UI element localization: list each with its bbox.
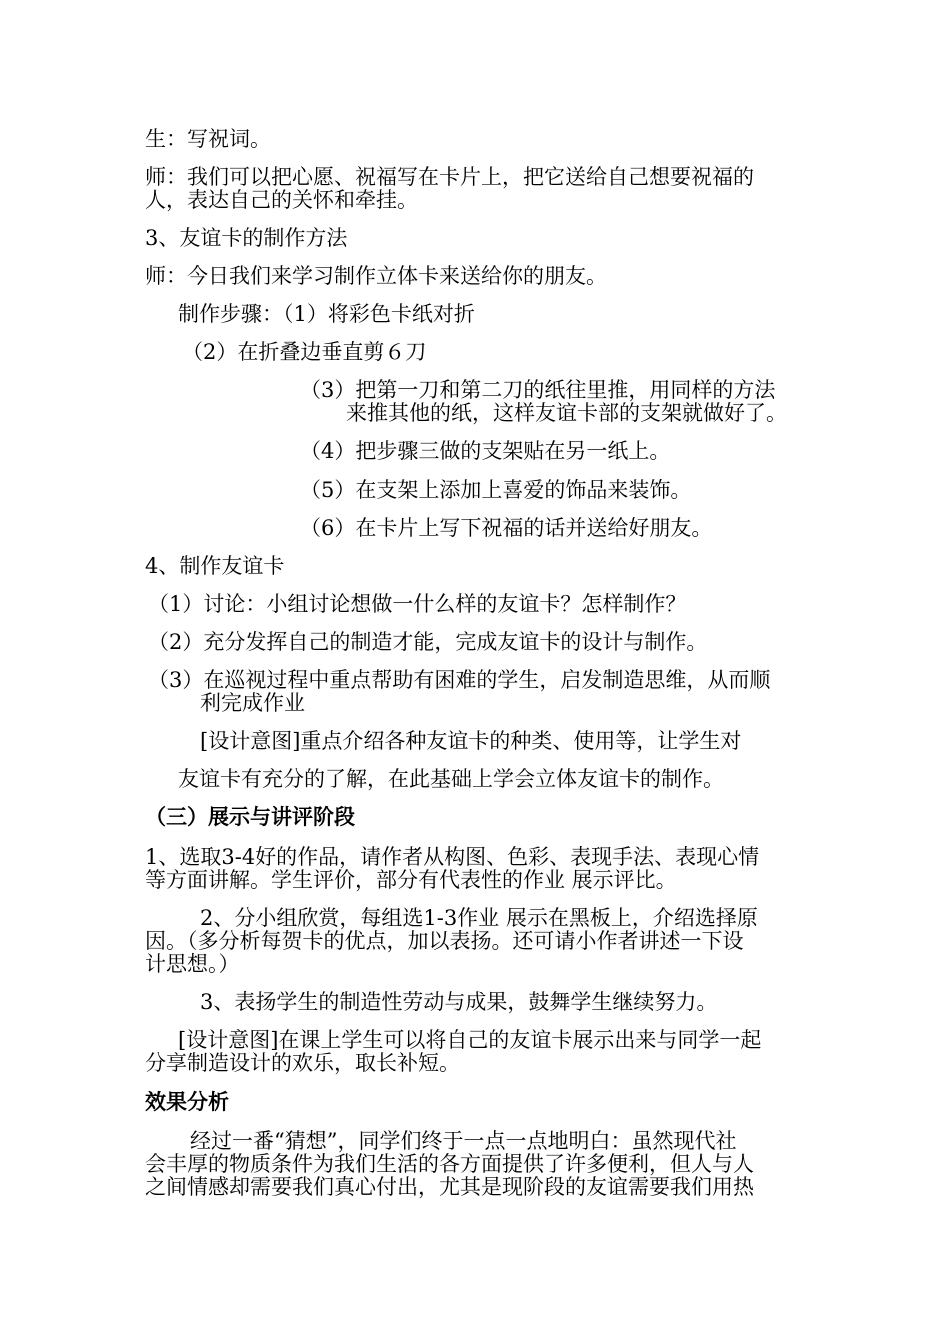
text-line: 等方面讲解。学生评价，部分有代表性的作业 展示评比。 <box>145 868 677 892</box>
text-line: 之间情感却需要我们真心付出，尤其是现阶段的友谊需要我们用热 <box>145 1175 754 1199</box>
text-line: 师：我们可以把心愿、祝福写在卡片上，把它送给自己想要祝福的 <box>145 165 754 189</box>
text-line: 人，表达自己的关怀和牵挂。 <box>145 188 418 212</box>
text-line: 计思想。） <box>145 952 240 976</box>
step-item: （3）把第一刀和第二刀的纸往里推，用同样的方法 <box>300 378 776 402</box>
section-heading: 效果分析 <box>145 1089 229 1114</box>
section-heading: 3、友谊卡的制作方法 <box>145 226 348 250</box>
design-intent: [设计意图]在课上学生可以将自己的友谊卡展示出来与同学一起 <box>178 1028 762 1052</box>
section-heading: 4、制作友谊卡 <box>145 554 285 578</box>
list-item: （3）在巡视过程中重点帮助有困难的学生，启发制造思维，从而顺 <box>148 668 771 692</box>
design-intent: [设计意图]重点介绍各种友谊卡的种类、使用等，让学生对 <box>200 729 742 753</box>
step-item: （6）在卡片上写下祝福的话并送给好朋友。 <box>300 516 713 540</box>
step-item: 来推其他的纸，这样友谊卡部的支架就做好了。 <box>346 401 787 425</box>
text-line: 1、选取3-4好的作品，请作者从构图、色彩、表现手法、表现心情 <box>145 845 760 869</box>
step-item: （4）把步骤三做的支架贴在另一纸上。 <box>300 439 671 463</box>
list-item: 利完成作业 <box>200 691 305 715</box>
step-item: （5）在支架上添加上喜爱的饰品来装饰。 <box>300 478 692 502</box>
design-intent: 分享制造设计的欢乐，取长补短。 <box>145 1051 460 1075</box>
step-item: （2）在折叠边垂直剪６刀 <box>182 340 427 364</box>
text-line: 会丰厚的物质条件为我们生活的各方面提供了许多便利，但人与人 <box>145 1152 754 1176</box>
text-line: 因。（多分析每贺卡的优点，加以表扬。还可请小作者讲述一下设 <box>145 929 744 953</box>
design-intent: 友谊卡有充分的了解，在此基础上学会立体友谊卡的制作。 <box>178 767 724 791</box>
text-line: 经过一番“猜想”，同学们终于一点一点地明白：虽然现代社 <box>190 1129 737 1153</box>
text-line: 师：今日我们来学习制作立体卡来送给你的朋友。 <box>145 264 607 288</box>
section-heading: （三）展示与讲评阶段 <box>145 804 355 829</box>
text-line: 3、表扬学生的制造性劳动与成果，鼓舞学生继续努力。 <box>200 990 718 1014</box>
list-item: （1）讨论：小组讨论想做一什么样的友谊卡？怎样制作？ <box>148 592 687 616</box>
list-item: （2）充分发挥自己的制造才能，完成友谊卡的设计与制作。 <box>148 630 708 654</box>
text-line: 2、分小组欣赏，每组选1-3作业 展示在黑板上，介绍选择原 <box>200 906 758 930</box>
text-line: 生：写祝词。 <box>145 127 271 151</box>
step-item: 制作步骤：（1）将彩色卡纸对折 <box>178 302 475 326</box>
